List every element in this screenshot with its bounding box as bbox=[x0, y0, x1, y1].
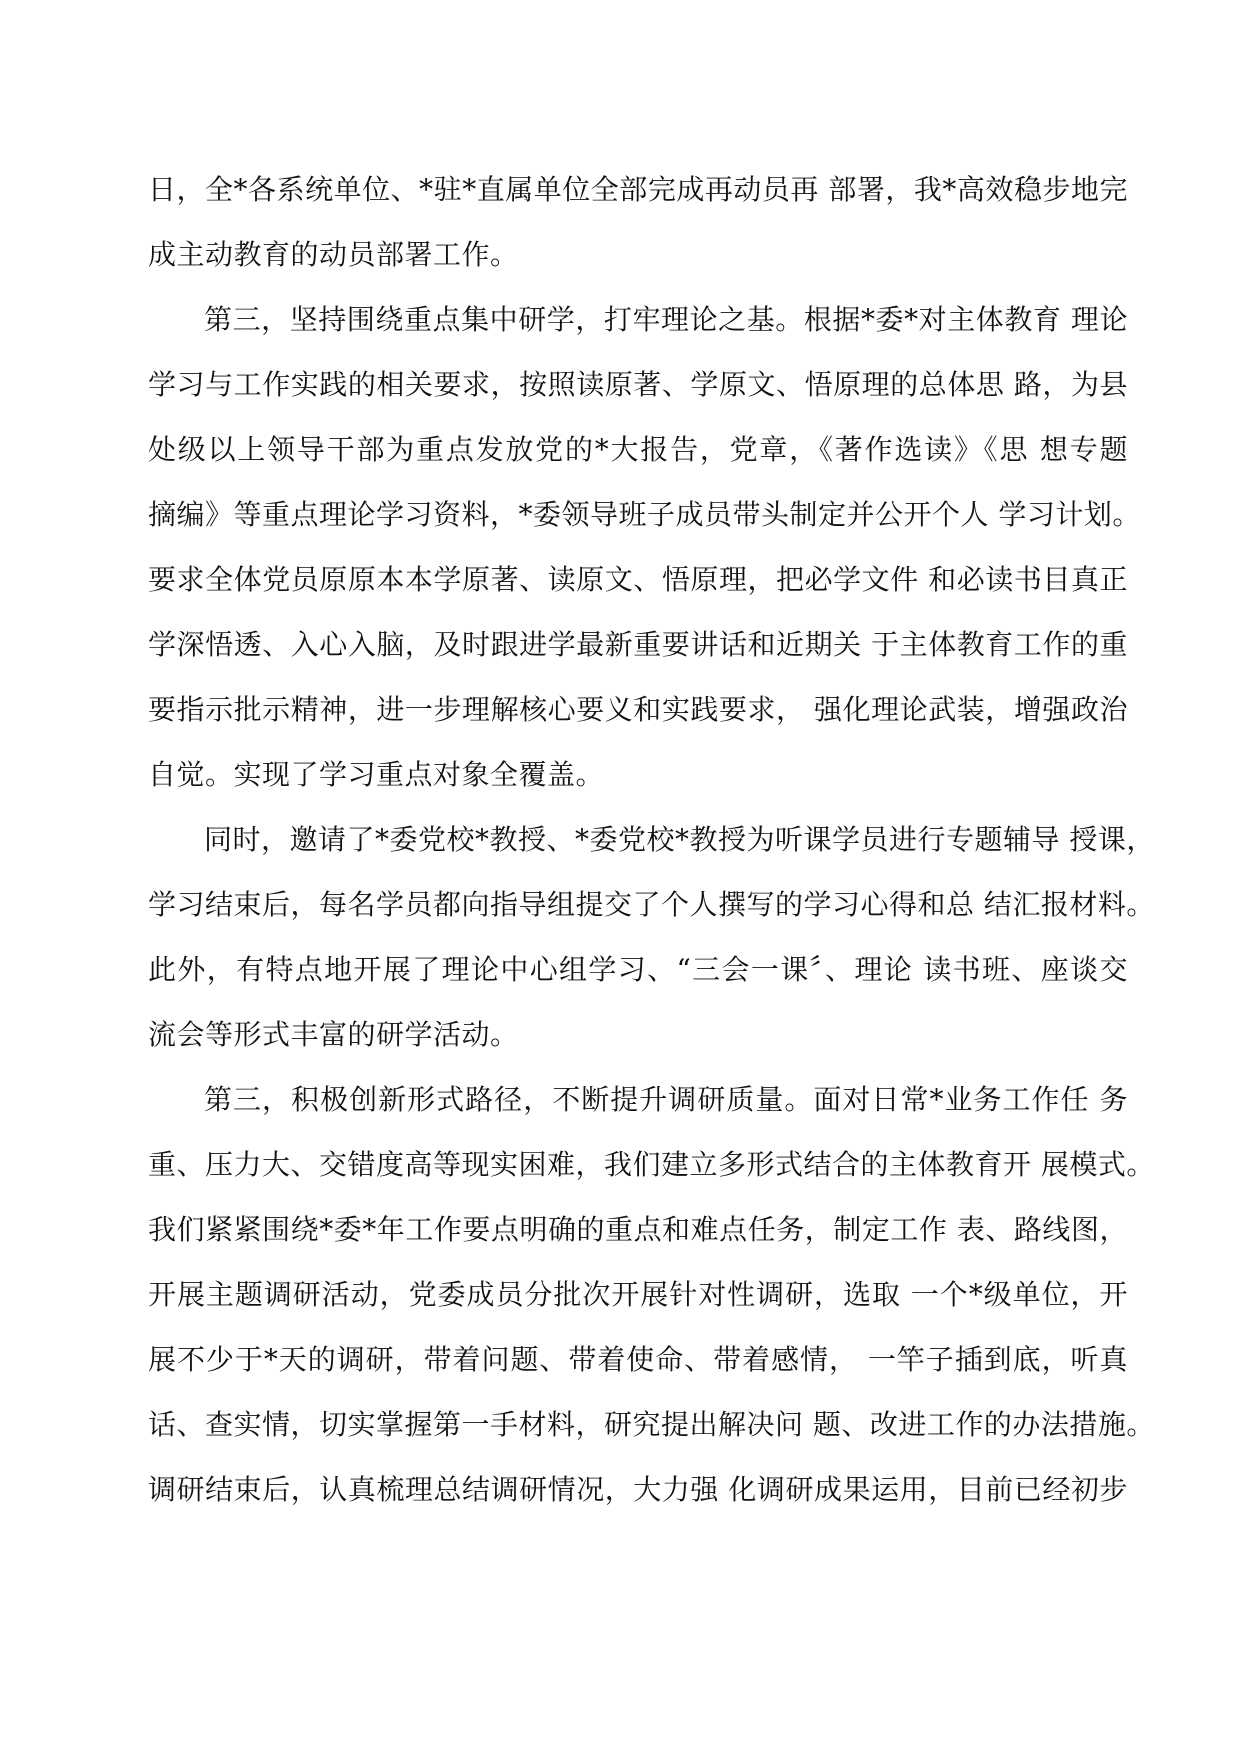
text-line: 摘编》等重点理论学习资料，*委领导班子成员带头制定并公开个人 学习计划。 bbox=[148, 498, 1141, 531]
text-line: 话、查实情，切实掌握第一手材料，研究提出解决问 题、改进工作的办法措施。 bbox=[148, 1408, 1155, 1441]
text-line: 此外，有特点地开展了理论中心组学习、“三会一课〞、理论 读书班、座谈交 bbox=[148, 953, 1128, 986]
paragraph bbox=[148, 287, 1141, 807]
paragraph bbox=[148, 807, 1155, 1067]
text-line: 重、压力大、交错度高等现实困难，我们建立多形式结合的主体教育开 展模式。 bbox=[148, 1148, 1155, 1181]
text-line: 流会等形式丰富的研学活动。 bbox=[148, 1018, 519, 1051]
text-line: 处级以上领导干部为重点发放党的*大报告，党章，《著作选读》《思 想专题 bbox=[148, 433, 1128, 466]
text-line: 同时，邀请了*委党校*教授、*委党校*教授为听课学员进行专题辅导 授课， bbox=[204, 823, 1155, 856]
text-line: 第三，坚持围绕重点集中研学，打牢理论之基。根据*委*对主体教育 理论 bbox=[204, 303, 1128, 336]
text-line: 学习结束后，每名学员都向指导组提交了个人撰写的学习心得和总 结汇报材料。 bbox=[148, 888, 1155, 921]
text-line: 自觉。实现了学习重点对象全覆盖。 bbox=[148, 758, 605, 791]
text-line: 调研结束后，认真梳理总结调研情况，大力强 化调研成果运用，目前已经初步 bbox=[148, 1473, 1128, 1506]
text-line: 学习与工作实践的相关要求，按照读原著、学原文、悟原理的总体思 路，为县 bbox=[148, 368, 1128, 401]
text-line: 开展主题调研活动，党委成员分批次开展针对性调研，选取 一个*级单位，开 bbox=[148, 1278, 1128, 1311]
text-line: 要求全体党员原原本本学原著、读原文、悟原理，把必学文件 和必读书目真正 bbox=[148, 563, 1128, 596]
text-line: 日，全*各系统单位、*驻*直属单位全部完成再动员再 部署，我*高效稳步地完 bbox=[148, 173, 1128, 206]
text-line: 展不少于*天的调研，带着问题、带着使命、带着感情， 一竿子插到底，听真 bbox=[148, 1343, 1128, 1376]
text-line: 学深悟透、入心入脑，及时跟进学最新重要讲话和近期关 于主体教育工作的重 bbox=[148, 628, 1128, 661]
text-line: 第三，积极创新形式路径，不断提升调研质量。面对日常*业务工作任 务 bbox=[204, 1083, 1128, 1116]
document-body bbox=[148, 157, 1155, 1522]
text-line: 要指示批示精神，进一步理解核心要义和实践要求， 强化理论武装，增强政治 bbox=[148, 693, 1128, 726]
paragraph bbox=[148, 1067, 1155, 1522]
text-line: 我们紧紧围绕*委*年工作要点明确的重点和难点任务，制定工作 表、路线图， bbox=[148, 1213, 1128, 1246]
paragraph bbox=[148, 157, 1128, 287]
text-line: 成主动教育的动员部署工作。 bbox=[148, 238, 519, 271]
